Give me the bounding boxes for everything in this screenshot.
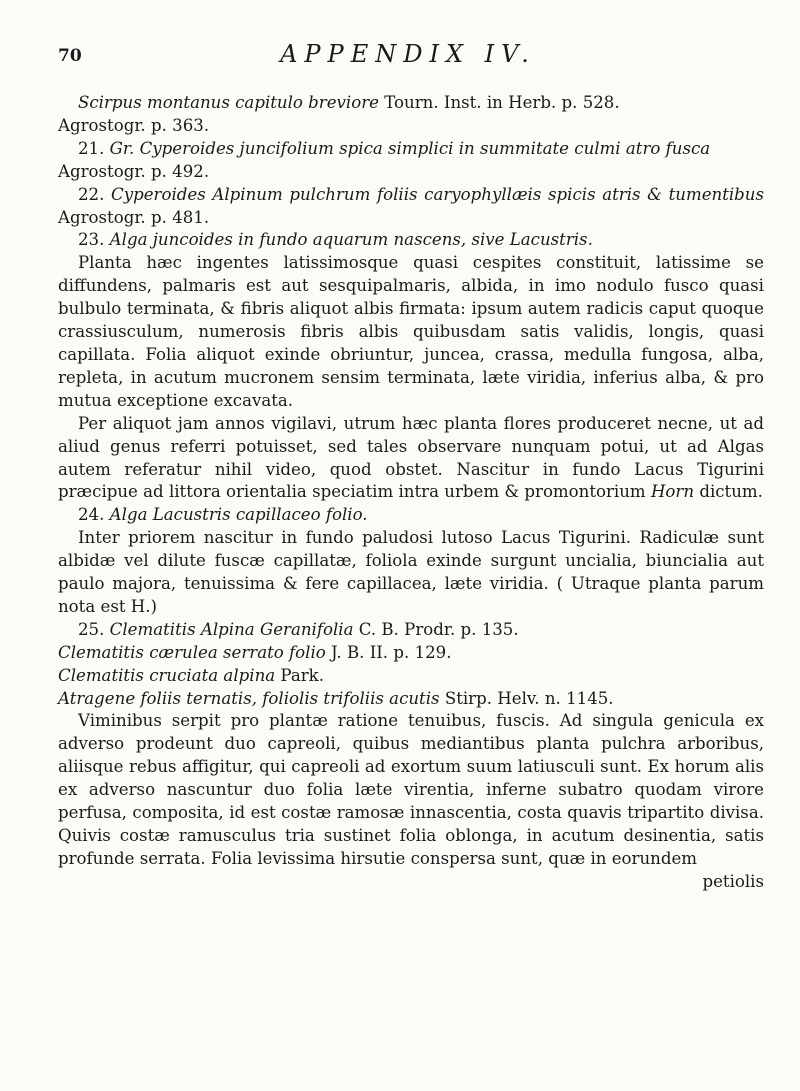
entry-23: [58, 229, 764, 504]
synonym-title: Clematitis cruciata alpina: [58, 665, 276, 685]
entry-description: Viminibus serpit pro plantæ ratione tenuibus, fuscis. Ad singula geniculа ex adverso prodeunt duo capreoli, quibus mediantibus planta pulchra arboribus, aliisque rebus affigitur, qui capreoli ad exortum suum latiusculi sunt. Ex horum alis ex adverso nascuntur duo folia læte virentia, inferne subatro quodam virore perfusa, composita, id est costæ ramosæ innascentia, costa quavis tripartito divisa. Quivis costæ ramusculus tria sustinet folia oblonga, in acutum desinentia, satis profunde serrata. Folia levissima hirsutie conspersa sunt, quæ in eorundem: [58, 711, 764, 868]
entry-22: [58, 184, 764, 230]
entry-number: 21.: [78, 138, 105, 158]
synonym-title: Clematitis cærulea serrato folio: [58, 642, 326, 662]
entry-25: [58, 619, 764, 871]
entry-21: [58, 138, 764, 184]
entry-description: Inter priorem nascitur in fundo paludosi lutoso Lacus Tigurini. Radiculæ sunt albidæ vel dilute fuscæ capillatæ, foliola exinde surgunt uncialia, biuncialia aut paulo majora, tenuissima & fere capillacea, læte viridia. ( Utraque planta parum nota est H.): [58, 528, 764, 616]
entry-title: Alga juncoides in fundo aquarum nascens, sive Lacustris.: [109, 230, 593, 250]
entry-number: 25.: [78, 619, 105, 639]
entry-reference: Agrostogr. p. 481.: [58, 207, 210, 227]
entry-reference: Agrostogr. p. 363.: [58, 115, 210, 135]
entry-description-end: dictum.: [694, 482, 763, 502]
entry-24: [58, 504, 764, 619]
entry-title: Alga Lacustris capillaceo folio.: [109, 505, 368, 525]
entry-scirpus: [58, 92, 764, 138]
entry-title: Scirpus montanus capitulo breviore: [78, 93, 379, 112]
entry-number: 22.: [78, 184, 105, 204]
entry-number: 23.: [78, 230, 105, 250]
location-name: Horn: [650, 482, 695, 502]
entry-description: Per aliquot jam annos vigilavi, utrum hæc planta flores produceret necne, ut ad aliud genus referri potuisset, sed tales observare nunquam potui, ut ad Algas autem referatur nihil video, quod obstet. Nascitur in fundo Lacus Tigurini præcipue ad littora orientalia speciatim intra urbem & promontorium: [58, 413, 764, 502]
entry-reference: Agrostogr. p. 492.: [58, 161, 210, 181]
synonym-title: Atragene foliis ternatis, foliolis trifoliis acutis: [58, 688, 440, 708]
synonym-reference: Stirp. Helv. n. 1145.: [439, 688, 614, 708]
entry-title: Gr. Cyperoides juncifolium spica simplici in summitate culmi atro fusca: [109, 138, 711, 158]
page-body: [58, 92, 764, 894]
entry-description: Planta hæc ingentes latissimosque quasi cespites constituit, latissime se diffundens, palmaris est aut sesquipalmaris, albida, in imo nodulo fusco quasi bulbulo terminata, & fibris aliquot albis firmata: ipsum autem radicis caput quoque crassiusculum, numerosis fibris albis quibusdam satis validis, longis, quasi capillata. Folia aliquot exinde obriuntur, juncea, crassa, medulla fungosa, alba, repleta, in acutum mucronem sensim terminata, læte viridia, inferius alba, & pro mutua exceptione excavata.: [58, 253, 764, 410]
synonym-reference: Park.: [275, 665, 325, 685]
synonym-reference: J. B. II. p. 129.: [325, 642, 452, 662]
entry-reference: Tourn. Inst. in Herb. p. 528.: [378, 93, 620, 112]
entry-number: 24.: [78, 505, 105, 525]
entry-title: Cyperoides Alpinum pulchrum foliis caryophyllæis spicis atris & tumentibus: [111, 184, 765, 204]
page-number: 70: [58, 46, 82, 66]
entry-reference: C. B. Prodr. p. 135.: [353, 619, 519, 639]
running-title: APPENDIX IV.: [280, 40, 536, 68]
catchword: petiolis: [702, 871, 764, 891]
entry-title: Clematitis Alpina Geranifolia: [109, 619, 354, 639]
page-header: [58, 40, 758, 76]
